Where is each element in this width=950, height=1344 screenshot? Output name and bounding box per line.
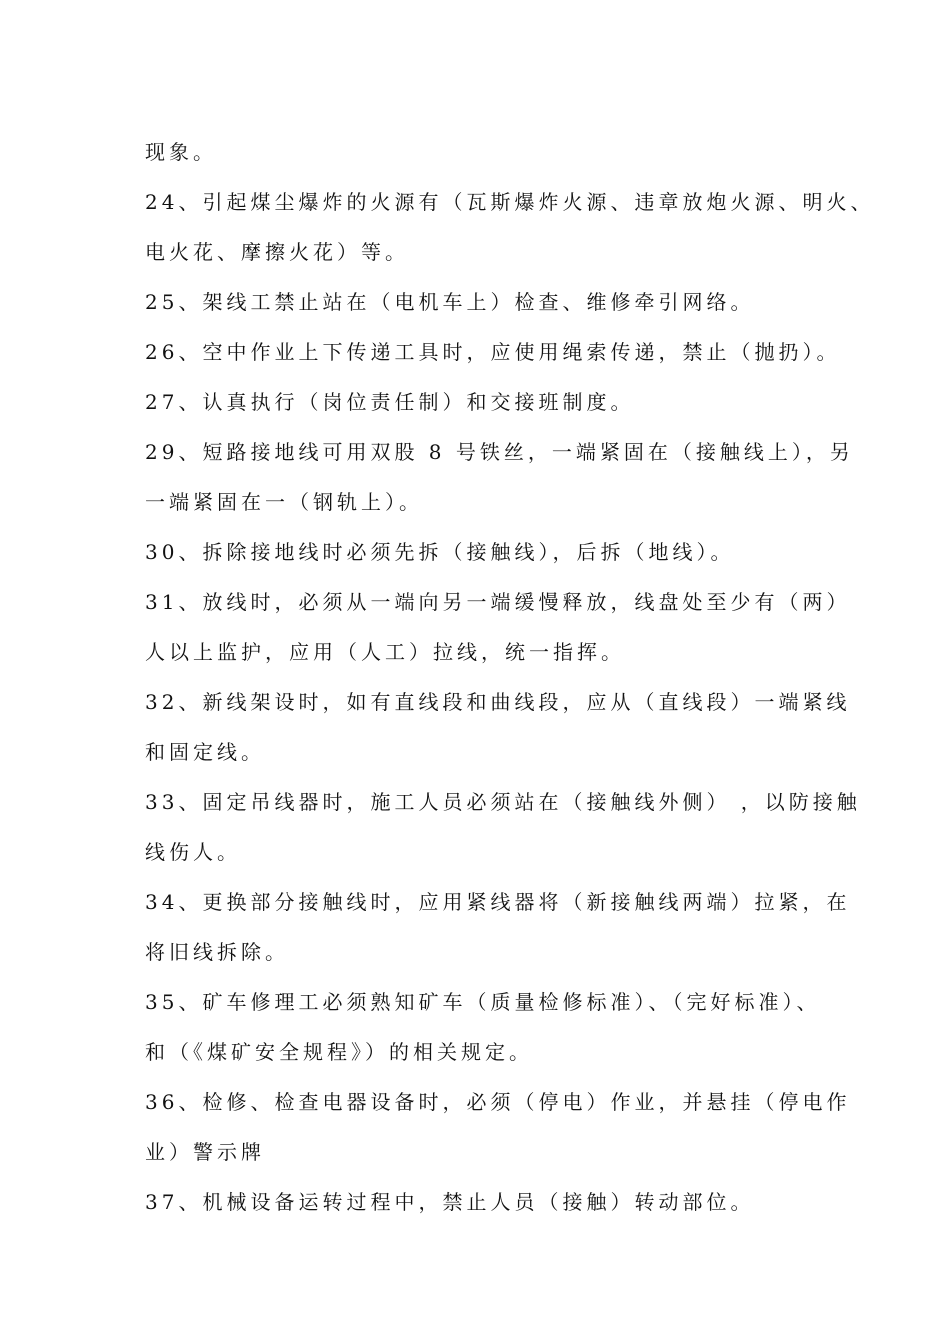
- text-line: 24、引起煤尘爆炸的火源有（瓦斯爆炸火源、违章放炮火源、明火、: [145, 190, 875, 214]
- text-line: 和固定线。: [145, 740, 265, 764]
- text-line: 31、放线时，必须从一端向另一端缓慢释放，线盘处至少有（两）: [145, 590, 851, 614]
- text-line: 业）警示牌: [145, 1140, 265, 1164]
- text-line: 37、机械设备运转过程中，禁止人员（接触）转动部位。: [145, 1190, 755, 1214]
- text-line: 电火花、摩擦火花）等。: [145, 240, 409, 264]
- text-line: 33、固定吊线器时，施工人员必须站在（接触线外侧） ，以防接触: [145, 790, 861, 814]
- text-line: 30、拆除接地线时必须先拆（接触线），后拆（地线）。: [145, 540, 735, 564]
- text-line: 线伤人。: [145, 840, 241, 864]
- document-body: [145, 130, 875, 1230]
- text-line: 32、新线架设时，如有直线段和曲线段，应从（直线段）一端紧线: [145, 690, 851, 714]
- text-line: 35、矿车修理工必须熟知矿车（质量检修标准）、（完好标准）、: [145, 990, 821, 1014]
- text-line: 25、架线工禁止站在（电机车上）检查、维修牵引网络。: [145, 290, 755, 314]
- text-line: 人以上监护，应用（人工）拉线，统一指挥。: [145, 640, 625, 664]
- text-line: 和（《煤矿安全规程》）的相关规定。: [145, 1040, 533, 1064]
- text-line: 36、检修、检查电器设备时，必须（停电）作业，并悬挂（停电作: [145, 1090, 851, 1114]
- text-line: 现象。: [145, 140, 217, 164]
- text-line: 一端紧固在一（钢轨上）。: [145, 490, 423, 514]
- text-line: 26、空中作业上下传递工具时，应使用绳索传递，禁止（抛扔）。: [145, 340, 841, 364]
- text-line: 34、更换部分接触线时，应用紧线器将（新接触线两端）拉紧，在: [145, 890, 851, 914]
- text-line: 27、认真执行（岗位责任制）和交接班制度。: [145, 390, 635, 414]
- text-line: 将旧线拆除。: [145, 940, 289, 964]
- text-line: 29、短路接地线可用双股 8 号铁丝，一端紧固在（接触线上），另: [145, 440, 854, 464]
